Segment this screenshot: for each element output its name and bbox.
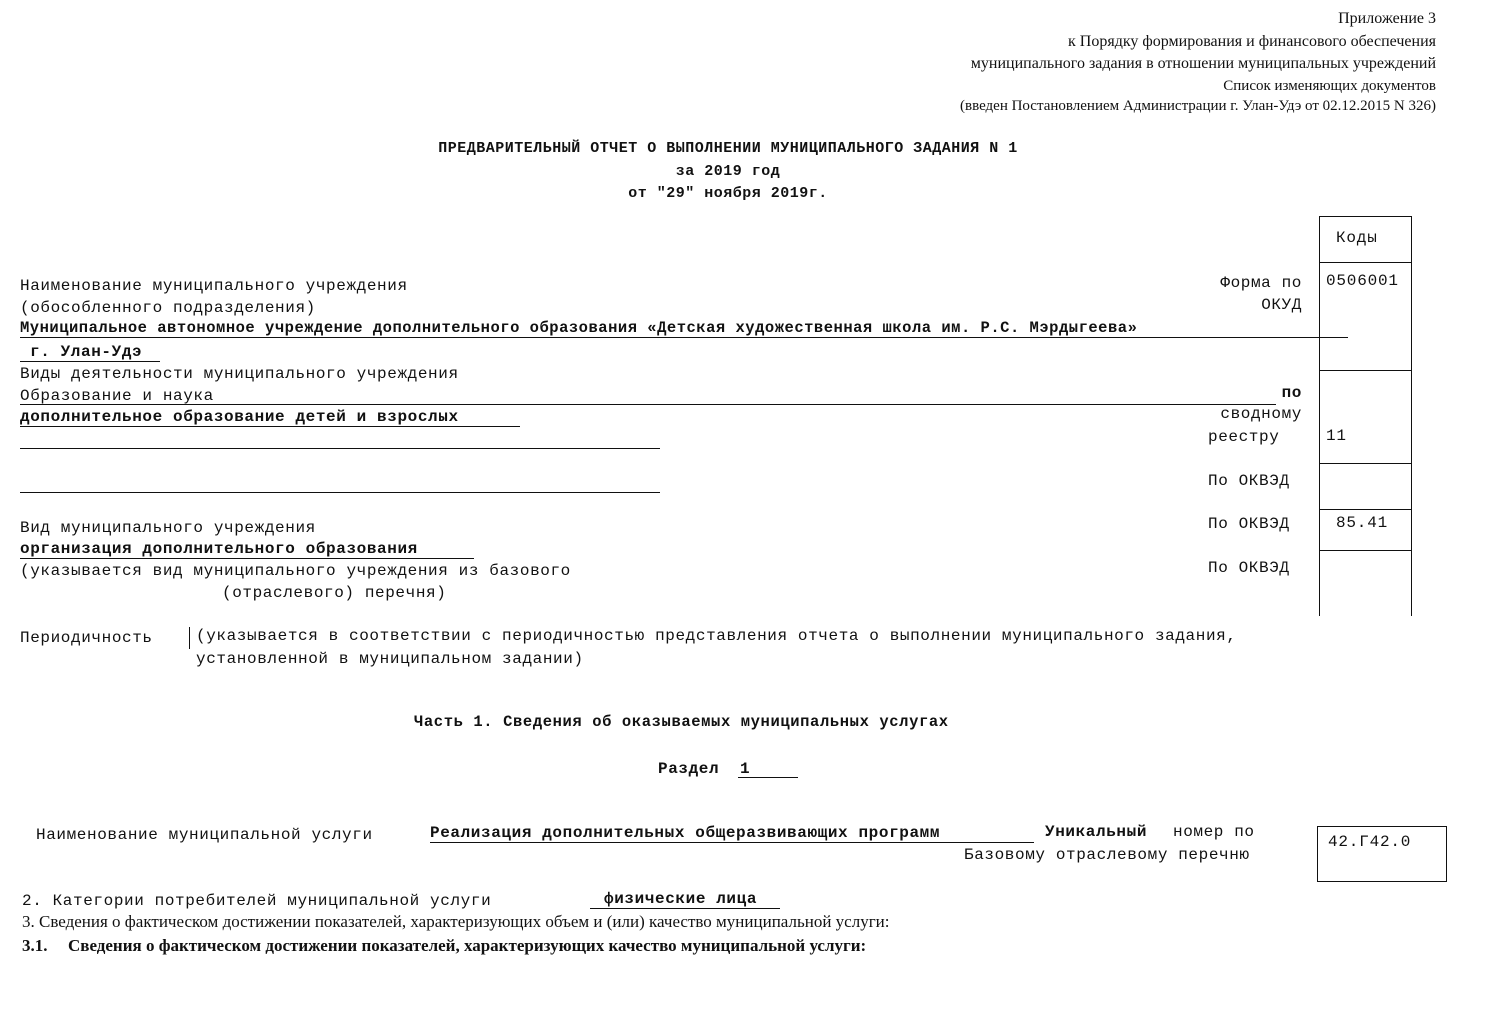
okud-label: ОКУД — [1261, 296, 1302, 314]
periodicity-field-marker — [189, 627, 190, 649]
institution-name: Муниципальное автономное учреждение дополнительного образования «Детская художественная школа им. Р.С. Мэрдыгеева» — [20, 319, 1138, 337]
appendix-number: Приложение 3 — [1338, 10, 1436, 27]
kind-label: Вид муниципального учреждения — [20, 519, 316, 537]
section-label: Раздел — [658, 760, 720, 778]
amendments-decree: (введен Постановлением Администрации г. Улан-Удэ от 02.12.2015 N 326) — [960, 98, 1436, 114]
activity-line1-underline — [20, 404, 1276, 405]
base-list-label: Базовому отраслевому перечню — [964, 846, 1250, 864]
form-po-label: Форма по — [1220, 274, 1302, 292]
periodicity-note-line2: установленной в муниципальном задании) — [196, 650, 584, 668]
institution-name-underline — [20, 337, 1348, 338]
institution-city: г. Улан-Удэ — [30, 343, 143, 361]
activity-line2-underline — [20, 426, 520, 427]
codes-left-border — [1319, 216, 1320, 616]
institution-label-sub: (обособленного подразделения) — [20, 299, 316, 317]
institution-city-underline — [20, 361, 160, 362]
periodicity-note-line1: (указывается в соответствии с периодичностью представления отчета о выполнении муниципального задания, — [196, 627, 1237, 645]
codes-right-border — [1411, 216, 1412, 616]
codes-divider — [1319, 509, 1412, 510]
consumers-label: 2. Категории потребителей муниципальной услуги — [22, 892, 492, 910]
service-number: 42.Г42.0 — [1328, 833, 1412, 851]
amendments-list-label: Список изменяющих документов — [1223, 78, 1436, 94]
appendix-reference-line2: муниципального задания в отношении муниципальных учреждений — [970, 55, 1436, 72]
svodnomu-label: сводному — [1220, 405, 1302, 423]
section3-heading: 3. Сведения о фактическом достижении показателей, характеризующих объем и (или) качество муниципальной услуги: — [22, 912, 890, 931]
codes-divider — [1319, 262, 1412, 263]
appendix-reference-line1: к Порядку формирования и финансового обеспечения — [1068, 33, 1436, 50]
part1-title: Часть 1. Сведения об оказываемых муниципальных услугах — [414, 713, 949, 731]
reestru-label: реестру — [1208, 428, 1280, 446]
report-title: ПРЕДВАРИТЕЛЬНЫЙ ОТЧЕТ О ВЫПОЛНЕНИИ МУНИЦИПАЛЬНОГО ЗАДАНИЯ N 1 — [438, 140, 1018, 157]
blank-line — [20, 492, 660, 493]
codes-divider — [1319, 550, 1412, 551]
codes-divider — [1319, 370, 1412, 371]
registry-code: 11 — [1326, 427, 1347, 445]
codes-divider — [1319, 463, 1412, 464]
okud-code: 0506001 — [1326, 272, 1399, 290]
po-label: по — [1281, 384, 1302, 402]
report-date: от "29" ноября 2019г. — [628, 185, 828, 202]
okved-label-2: По ОКВЭД — [1208, 515, 1290, 533]
service-label: Наименование муниципальной услуги — [36, 826, 373, 844]
section-number-underline — [738, 777, 798, 778]
okved-label-3: По ОКВЭД — [1208, 559, 1290, 577]
report-year: за 2019 год — [675, 163, 781, 180]
service-value: Реализация дополнительных общеразвивающих программ — [430, 824, 941, 842]
section31-number: 3.1. — [22, 936, 48, 955]
kind-note-line2: (отраслевого) перечня) — [222, 584, 447, 602]
unique-number-label-bold: Уникальный — [1045, 823, 1148, 841]
consumers-value: физические лица — [604, 890, 758, 908]
section31-heading: Сведения о фактическом достижении показателей, характеризующих качество муниципальной услуги: — [68, 936, 867, 955]
kind-value: организация дополнительного образования — [20, 540, 418, 558]
codes-header: Коды — [1336, 229, 1378, 247]
periodicity-label: Периодичность — [20, 629, 153, 647]
kind-note-line1: (указывается вид муниципального учреждения из базового — [20, 562, 571, 580]
blank-line — [20, 448, 660, 449]
section-number: 1 — [740, 760, 751, 778]
consumers-value-underline — [590, 908, 780, 909]
unique-number-label: номер по — [1173, 823, 1255, 841]
institution-label: Наименование муниципального учреждения — [20, 277, 408, 295]
okved-code: 85.41 — [1336, 514, 1389, 532]
kind-value-underline — [20, 558, 474, 559]
codes-top-border — [1319, 216, 1412, 217]
activity-line1: Образование и наука — [20, 387, 214, 405]
activity-line2: дополнительное образование детей и взрослых — [20, 408, 459, 426]
activity-label: Виды деятельности муниципального учреждения — [20, 365, 459, 383]
okved-label-1: По ОКВЭД — [1208, 472, 1290, 490]
service-value-underline — [430, 842, 1034, 843]
